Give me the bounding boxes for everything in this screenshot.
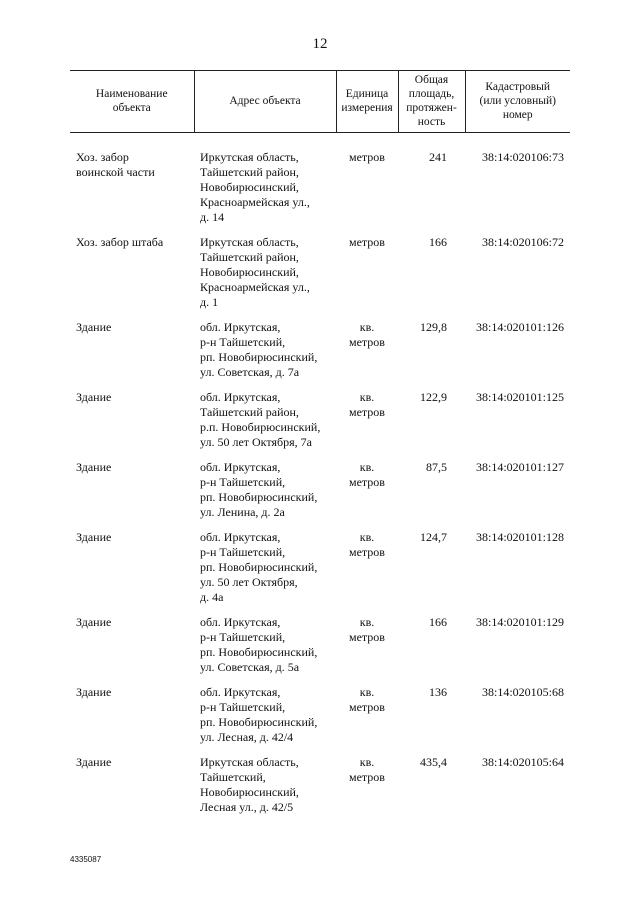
cadastral-number-cell: 38:14:020105:64 [481, 755, 564, 769]
object-name-cell: Здание [76, 685, 112, 699]
object-name-cell: Хоз. забор штаба [76, 235, 164, 249]
table-row [70, 755, 570, 825]
cadastral-number-cell: 38:14:020101:129 [475, 615, 564, 629]
header-object-address: Адрес объекта [194, 71, 336, 133]
unit-cell: метров [349, 235, 385, 249]
object-address-cell: Иркутская область, Тайшетский, Новобирюсинский, Лесная ул., д. 42/5 [200, 755, 299, 814]
object-address-cell: обл. Иркутская, р-н Тайшетский, рп. Новобирюсинский, ул. 50 лет Октября, д. 4а [200, 530, 318, 604]
area-cell: 166 [429, 615, 447, 629]
object-name-cell: Здание [76, 390, 112, 404]
area-cell: 166 [429, 235, 447, 249]
object-address-cell: Иркутская область, Тайшетский район, Новобирюсинский, Красноармейская ул., д. 1 [200, 235, 310, 309]
header-object-name: Наименование объекта [70, 71, 194, 133]
table-header-row [70, 71, 570, 133]
object-address-cell: обл. Иркутская, Тайшетский район, р.п. Новобирюсинский, ул. 50 лет Октября, 7а [200, 390, 321, 449]
area-cell: 435,4 [420, 755, 447, 769]
table-row [70, 615, 570, 685]
object-name-cell: Здание [76, 530, 112, 544]
unit-cell: кв. метров [349, 530, 385, 559]
cadastral-number-cell: 38:14:020105:68 [481, 685, 564, 699]
area-cell: 136 [429, 685, 447, 699]
unit-cell: кв. метров [349, 685, 385, 714]
object-address-cell: обл. Иркутская, р-н Тайшетский, рп. Новобирюсинский, ул. Ленина, д. 2а [200, 460, 318, 519]
unit-cell: кв. метров [349, 390, 385, 419]
object-address-cell: Иркутская область, Тайшетский район, Новобирюсинский, Красноармейская ул., д. 14 [200, 150, 310, 224]
table-row [70, 235, 570, 320]
table-row [70, 133, 570, 236]
table-row [70, 390, 570, 460]
object-name-cell: Здание [76, 615, 112, 629]
object-name-cell: Здание [76, 755, 112, 769]
cadastral-number-cell: 38:14:020106:72 [481, 235, 564, 249]
object-name-cell: Здание [76, 320, 112, 334]
unit-cell: кв. метров [349, 615, 385, 644]
page-number: 12 [312, 36, 328, 52]
unit-cell: кв. метров [349, 320, 385, 349]
cadastral-number-cell: 38:14:020101:128 [475, 530, 564, 544]
property-table [70, 70, 570, 825]
unit-cell: кв. метров [349, 460, 385, 489]
unit-cell: кв. метров [349, 755, 385, 784]
unit-cell: метров [349, 150, 385, 164]
cadastral-number-cell: 38:14:020101:126 [475, 320, 564, 334]
table-body [70, 133, 570, 826]
area-cell: 87,5 [426, 460, 447, 474]
table-row [70, 460, 570, 530]
area-cell: 122,9 [420, 390, 447, 404]
header-unit: Единица измерения [336, 71, 398, 133]
cadastral-number-cell: 38:14:020106:73 [481, 150, 564, 164]
cadastral-number-cell: 38:14:020101:125 [475, 390, 564, 404]
table-row [70, 320, 570, 390]
table-row [70, 530, 570, 615]
area-cell: 241 [429, 150, 447, 164]
area-cell: 129,8 [420, 320, 447, 334]
object-name-cell: Здание [76, 460, 112, 474]
table-row [70, 685, 570, 755]
header-area-length: Общая площадь, протяжен- ность [398, 71, 465, 133]
footer-document-code: 4335087 [70, 855, 102, 864]
object-address-cell: обл. Иркутская, р-н Тайшетский, рп. Новобирюсинский, ул. Советская, д. 5а [200, 615, 318, 674]
object-address-cell: обл. Иркутская, р-н Тайшетский, рп. Новобирюсинский, ул. Советская, д. 7а [200, 320, 318, 379]
object-name-cell: Хоз. забор воинской части [76, 150, 155, 179]
area-cell: 124,7 [420, 530, 447, 544]
property-table-container [70, 70, 570, 825]
header-cadastral-number: Кадастровый (или условный) номер [465, 71, 570, 133]
cadastral-number-cell: 38:14:020101:127 [475, 460, 564, 474]
object-address-cell: обл. Иркутская, р-н Тайшетский, рп. Новобирюсинский, ул. Лесная, д. 42/4 [200, 685, 318, 744]
